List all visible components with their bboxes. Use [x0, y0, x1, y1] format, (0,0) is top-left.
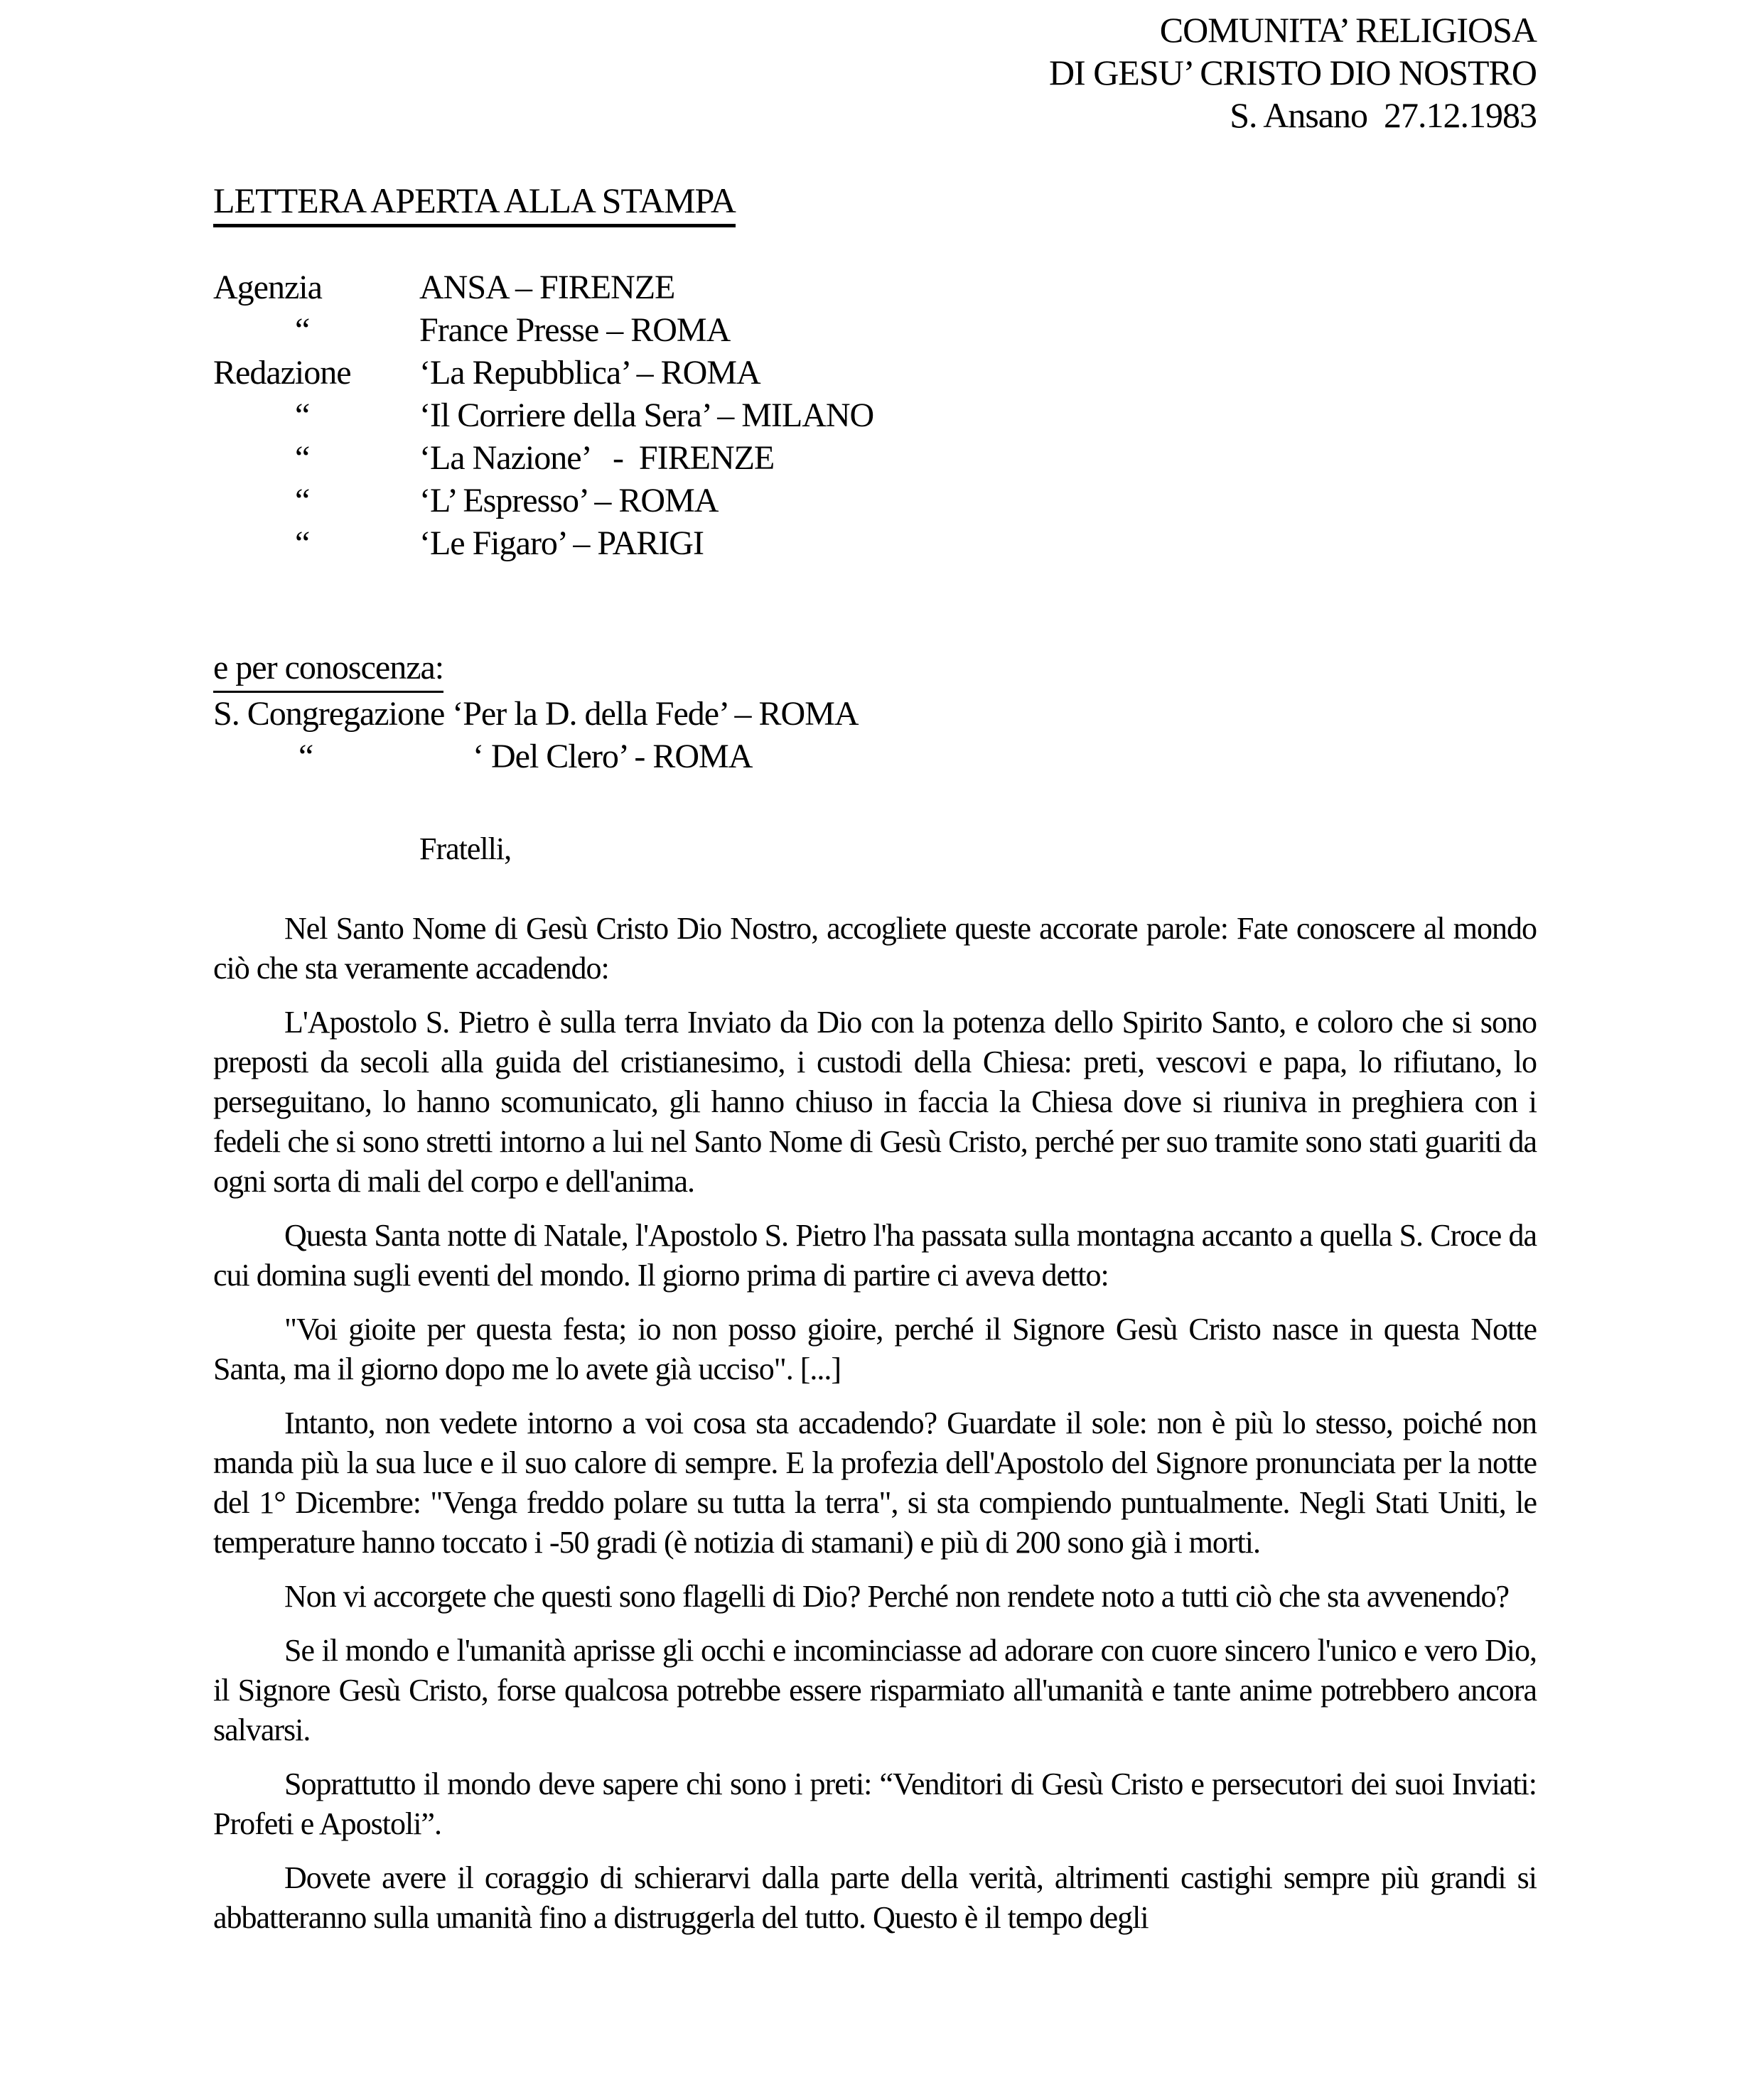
recipients-list — [213, 266, 1537, 565]
recipient-value: France Presse – ROMA — [419, 311, 731, 349]
cc-heading — [213, 647, 1537, 693]
body-paragraph: "Voi gioite per questa festa; io non posso gioire, perché il Signore Gesù Cristo nasce in questa Notte Santa, ma il giorno dopo me lo avete già ucciso". [...] — [213, 1312, 1537, 1386]
body-paragraph: Questa Santa notte di Natale, l'Apostolo S. Pietro l'ha passata sulla montagna accanto a quella S. Croce da cui domina sugli eventi del mondo. Il giorno prima di partire ci aveva detto: — [213, 1218, 1537, 1293]
recipient-label: Agenzia — [213, 269, 322, 306]
cc-heading-text: e per conoscenza: — [213, 647, 443, 693]
recipient-ditto-mark: “ — [295, 397, 310, 434]
letterhead-org-line2: DI GESU’ CRISTO DIO NOSTRO — [1048, 53, 1537, 92]
salutation: Fratelli, — [419, 831, 512, 866]
document-title — [213, 179, 1537, 227]
body-paragraph: Non vi accorgete che questi sono flagelli di Dio? Perché non rendete noto a tutti ciò che sta avvenendo? — [284, 1579, 1510, 1614]
recipient-row — [213, 522, 1537, 565]
recipient-row — [213, 309, 1537, 352]
recipient-value: ‘Le Figaro’ – PARIGI — [419, 524, 704, 562]
letterhead-org-line1: COMUNITA’ RELIGIOSA — [1159, 10, 1537, 50]
recipient-row — [213, 480, 1537, 522]
recipient-value: ‘La Nazione’ - FIRENZE — [419, 439, 775, 477]
letterhead-dateline: S. Ansano 27.12.1983 — [1230, 95, 1537, 135]
body-paragraph: L'Apostolo S. Pietro è sulla terra Inviato da Dio con la potenza dello Spirito Santo, e coloro che si sono preposti da secoli alla guida del cristianesimo, i custodi della Chiesa: preti, vescovi e papa, lo rifiutano, lo perseguitano, lo hanno scomunicato, gli hanno chiuso in faccia la Chiesa dove si riuniva in preghiera con i fedeli che si sono stretti intorno a lui nel Santo Nome di Gesù Cristo, perché per suo tramite sono stati guariti da ogni sorta di mali del corpo e dell'anima. — [213, 1005, 1537, 1199]
body-paragraph: Intanto, non vedete intorno a voi cosa sta accadendo? Guardate il sole: non è più lo stesso, poiché non manda più la sua luce e il suo calore di sempre. E la profezia dell'Apostolo del Signore pronunciata per la notte del 1° Dicembre: "Venga freddo polare su tutta la terra", si sta compiendo puntualmente. Negli Stati Uniti, le temperature hanno toccato i -50 gradi (è notizia di stamani) e più di 200 sono già i morti. — [213, 1406, 1537, 1560]
recipient-ditto-mark: “ — [295, 524, 310, 562]
cc-line2 — [213, 735, 1537, 778]
cc-line1: S. Congregazione ‘Per la D. della Fede’ – ROMA — [213, 695, 859, 733]
cc-line2-value: ‘ Del Clero’ - ROMA — [473, 738, 753, 775]
body-paragraph: Se il mondo e l'umanità aprisse gli occhi e incominciasse ad adorare con cuore sincero l'unico e vero Dio, il Signore Gesù Cristo, forse qualcosa potrebbe essere risparmiato all'umanità e tante anime potrebbero ancora salvarsi. — [213, 1633, 1537, 1747]
body-paragraph: Soprattutto il mondo deve sapere chi sono i preti: “Venditori di Gesù Cristo e persecutori dei suoi Inviati: Profeti e Apostoli”. — [213, 1767, 1537, 1841]
recipient-value: ‘La Repubblica’ – ROMA — [419, 354, 760, 392]
recipient-label: Redazione — [213, 354, 351, 392]
recipient-ditto-mark: “ — [295, 311, 310, 349]
letter-body — [213, 909, 1537, 1938]
recipient-row — [213, 394, 1537, 437]
recipient-row — [213, 352, 1537, 394]
body-paragraph: Nel Santo Nome di Gesù Cristo Dio Nostro, accogliete queste accorate parole: Fate conoscere al mondo ciò che sta veramente accadendo: — [213, 911, 1537, 986]
recipient-ditto-mark: “ — [295, 482, 310, 519]
cc-block — [213, 647, 1537, 778]
recipient-row — [213, 266, 1537, 309]
document-title-text: LETTERA APERTA ALLA STAMPA — [213, 179, 736, 227]
cc-ditto-mark: “ — [299, 738, 313, 775]
recipient-value: ANSA – FIRENZE — [419, 269, 675, 306]
recipient-row — [213, 437, 1537, 480]
recipient-value: ‘L’ Espresso’ – ROMA — [419, 482, 719, 519]
recipient-ditto-mark: “ — [295, 439, 310, 477]
recipient-value: ‘Il Corriere della Sera’ – MILANO — [419, 397, 874, 434]
letterhead — [213, 9, 1537, 136]
body-paragraph: Dovete avere il coraggio di schierarvi dalla parte della verità, altrimenti castighi sempre più grandi si abbatteranno sulla umanità fino a distruggerla del tutto. Questo è il tempo degli — [213, 1860, 1537, 1935]
